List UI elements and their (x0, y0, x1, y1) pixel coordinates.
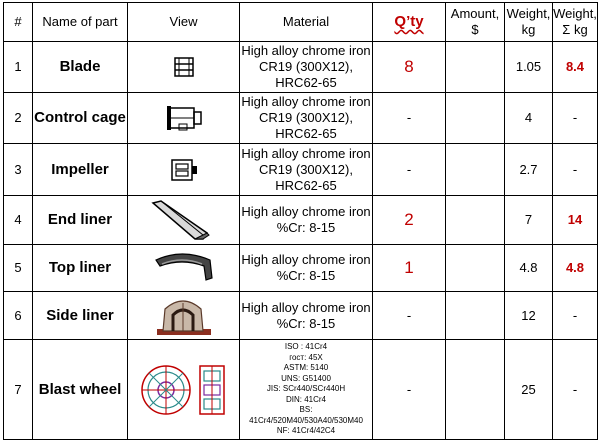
part-material: High alloy chrome iron %Cr: 8-15 (240, 292, 373, 340)
part-name: Blast wheel (33, 340, 128, 440)
part-weight: 1.05 (505, 42, 553, 93)
part-amount (446, 42, 505, 93)
part-weight-sum: - (553, 144, 598, 196)
row-num: 6 (4, 292, 33, 340)
part-weight-sum: 4.8 (553, 245, 598, 292)
part-name: Impeller (33, 144, 128, 196)
part-view (128, 42, 240, 93)
header-qty: Q’ty (373, 3, 446, 42)
part-material: High alloy chrome iron %Cr: 8-15 (240, 196, 373, 245)
part-amount (446, 93, 505, 144)
part-view (128, 340, 240, 440)
part-name: Top liner (33, 245, 128, 292)
part-weight-sum: - (553, 292, 598, 340)
table-row (4, 340, 598, 440)
part-amount (446, 340, 505, 440)
part-weight: 12 (505, 292, 553, 340)
table-row (4, 196, 598, 245)
row-num: 2 (4, 93, 33, 144)
row-num: 5 (4, 245, 33, 292)
part-weight-sum: 8.4 (553, 42, 598, 93)
part-material: High alloy chrome iron CR19 (300X12), HRC62-65 (240, 93, 373, 144)
part-weight: 2.7 (505, 144, 553, 196)
part-view (128, 292, 240, 340)
end-liner-icon (149, 199, 219, 241)
part-weight: 4 (505, 93, 553, 144)
row-num: 7 (4, 340, 33, 440)
top-liner-icon (152, 250, 216, 286)
part-weight-sum: 14 (553, 196, 598, 245)
header-material: Material (240, 3, 373, 42)
part-amount (446, 245, 505, 292)
part-name: Side liner (33, 292, 128, 340)
part-weight: 25 (505, 340, 553, 440)
part-name: Blade (33, 42, 128, 93)
table-row (4, 292, 598, 340)
part-qty: - (373, 144, 446, 196)
side-liner-icon (155, 295, 213, 337)
part-name: End liner (33, 196, 128, 245)
header-name: Name of part (33, 3, 128, 42)
control-cage-icon (165, 102, 203, 134)
part-view (128, 245, 240, 292)
header-amount: Amount, $ (446, 3, 505, 42)
row-num: 4 (4, 196, 33, 245)
header-row (4, 3, 598, 42)
part-qty: - (373, 93, 446, 144)
part-amount (446, 196, 505, 245)
impeller-icon (169, 157, 199, 183)
part-name: Control cage (33, 93, 128, 144)
part-view (128, 196, 240, 245)
part-qty: 8 (373, 42, 446, 93)
part-weight: 4.8 (505, 245, 553, 292)
part-material: High alloy chrome iron CR19 (300X12), HRC62-65 (240, 42, 373, 93)
table-row (4, 42, 598, 93)
part-material: ISO : 41Cr4 гост: 45X ASTM: 5140 UNS: G51400 JIS: SCr440/SCr440H DIN: 41Cr4 BS: 41Cr4/520M40/530A40/530M40 NF: 41Cr4/42C4 (240, 340, 373, 440)
part-weight-sum: - (553, 340, 598, 440)
row-num: 3 (4, 144, 33, 196)
row-num: 1 (4, 42, 33, 93)
header-weight: Weight, kg (505, 3, 553, 42)
part-qty: - (373, 292, 446, 340)
part-qty: 1 (373, 245, 446, 292)
part-view (128, 144, 240, 196)
header-num: # (4, 3, 33, 42)
part-weight-sum: - (553, 93, 598, 144)
part-material: High alloy chrome iron %Cr: 8-15 (240, 245, 373, 292)
header-weight-sum: Weight, Σ kg (553, 3, 598, 42)
parts-table (3, 2, 598, 440)
part-weight: 7 (505, 196, 553, 245)
header-view: View (128, 3, 240, 42)
table-row (4, 144, 598, 196)
part-qty: - (373, 340, 446, 440)
part-amount (446, 144, 505, 196)
part-qty: 2 (373, 196, 446, 245)
table-row (4, 93, 598, 144)
part-view (128, 93, 240, 144)
table-row (4, 245, 598, 292)
part-material: High alloy chrome iron CR19 (300X12), HRC62-65 (240, 144, 373, 196)
part-amount (446, 292, 505, 340)
blade-icon (173, 56, 195, 78)
blast-wheel-icon (138, 363, 230, 417)
